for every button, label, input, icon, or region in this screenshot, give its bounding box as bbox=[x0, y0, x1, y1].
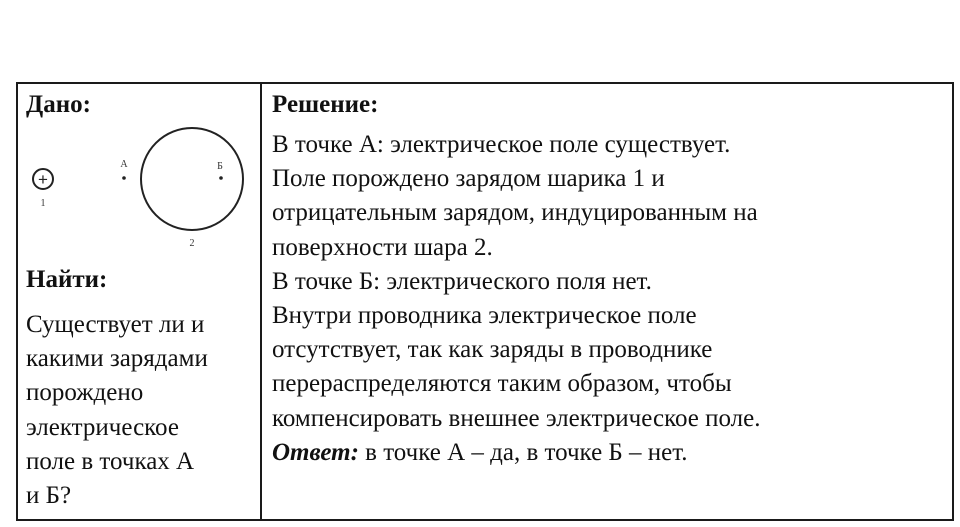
ball-1 bbox=[33, 169, 53, 209]
solution-text bbox=[272, 128, 760, 470]
answer-line bbox=[272, 436, 760, 470]
point-a bbox=[120, 159, 128, 180]
find-line: Существует ли и bbox=[26, 311, 205, 338]
solution-line: отсутствует, так как заряды в проводнике bbox=[272, 336, 713, 364]
solution-line: отрицательным зарядом, индуцированным на bbox=[272, 199, 758, 227]
find-line: порождено bbox=[26, 379, 144, 407]
answer-label: Ответ: bbox=[272, 438, 359, 466]
solution-line: В точке А: электрическое поле существует. bbox=[272, 131, 731, 158]
sphere-2 bbox=[141, 128, 243, 249]
sphere-2-label: 2 bbox=[189, 238, 195, 249]
solution-line: В точке Б: электрического поля нет. bbox=[272, 267, 652, 295]
find-text bbox=[26, 308, 208, 513]
solution-line: перераспределяются таким образом, чтобы bbox=[272, 370, 732, 398]
point-a-label: А bbox=[120, 159, 128, 170]
solution-table bbox=[16, 82, 954, 521]
positive-charge-symbol: + bbox=[38, 170, 48, 189]
find-line: электрическое bbox=[26, 413, 179, 441]
find-line: и Б? bbox=[26, 482, 72, 510]
point-b bbox=[219, 176, 223, 180]
find-line: поле в точках А bbox=[26, 447, 195, 475]
charges-figure bbox=[24, 124, 256, 254]
solution-line: поверхности шара 2. bbox=[272, 233, 493, 261]
find-heading: Найти: bbox=[26, 266, 108, 293]
ball-1-label: 1 bbox=[40, 198, 46, 209]
answer-text: в точке А – да, в точке Б – нет. bbox=[358, 438, 688, 466]
given-column bbox=[18, 84, 262, 519]
point-b-label: Б bbox=[217, 161, 223, 172]
solution-line: компенсировать внешнее электрическое поле. bbox=[272, 404, 761, 432]
solution-heading: Решение: bbox=[272, 91, 379, 118]
given-heading: Дано: bbox=[26, 91, 91, 118]
solution-line: Внутри проводника электрическое поле bbox=[272, 302, 697, 330]
solution-line: Поле порождено зарядом шарика 1 и bbox=[272, 165, 665, 193]
solution-column bbox=[262, 84, 952, 519]
find-line: какими зарядами bbox=[26, 345, 208, 373]
